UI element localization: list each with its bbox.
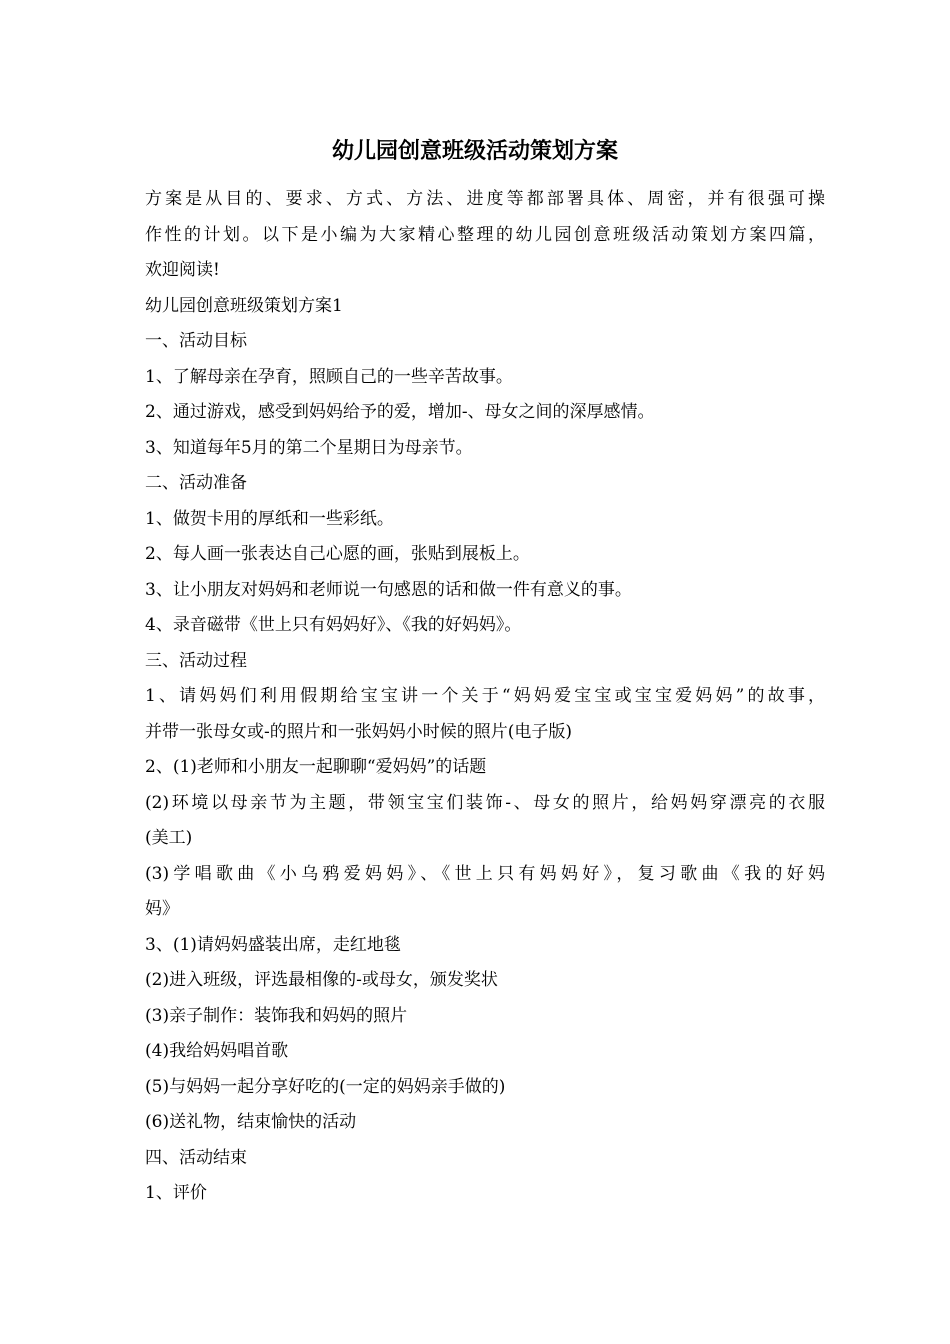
section-heading: 四、活动结束 [145,1147,247,1168]
paragraph-line: 欢迎阅读! [145,260,220,280]
document-title: 幼儿园创意班级活动策划方案 [331,138,618,164]
section-heading: 一、活动目标 [145,331,247,351]
list-item-continuation: 并带一张母女或-的照片和一张妈妈小时候的照片(电子版) [145,721,573,742]
list-item: 3、知道每年5月的第二个星期日为母亲节。 [145,437,473,458]
list-item-continuation: (美工) [145,828,193,848]
list-item: (6)送礼物，结束愉快的活动 [145,1112,357,1132]
list-item: 1、了解母亲在孕育，照顾自己的一些辛苦故事。 [145,366,513,387]
list-item: 2、(1)老师和小朋友一起聊聊“爱妈妈”的话题 [145,757,487,777]
section-heading: 三、活动过程 [145,650,247,671]
list-item: 3、(1)请妈妈盛装出席，走红地毯 [145,934,401,955]
list-item-continuation: 妈》 [145,899,179,919]
list-item: 2、通过游戏，感受到妈妈给予的爱，增加-、母女之间的深厚感情。 [145,402,655,422]
list-item: 1、评价 [145,1183,207,1203]
list-item: (5)与妈妈一起分享好吃的(一定的妈妈亲手做的) [145,1076,506,1097]
section-heading: 二、活动准备 [145,473,247,493]
list-item: (2)进入班级，评选最相像的-或母女，颁发奖状 [145,970,498,990]
list-item: 1、请妈妈们利用假期给宝宝讲一个关于“妈妈爱宝宝或宝宝爱妈妈”的故事， [145,686,825,706]
list-item: 1、做贺卡用的厚纸和一些彩纸。 [145,508,394,529]
list-item: (3)学唱歌曲《小乌鸦爱妈妈》、《世上只有妈妈好》，复习歌曲《我的好妈 [145,863,825,884]
list-item: (2)环境以母亲节为主题，带领宝宝们装饰-、母女的照片，给妈妈穿漂亮的衣服 [145,792,825,813]
paragraph-line: 方案是从目的、要求、方式、方法、进度等都部署具体、周密，并有很强可操 [145,189,825,209]
list-item: (3)亲子制作：装饰我和妈妈的照片 [145,1005,408,1026]
paragraph-line: 作性的计划。以下是小编为大家精心整理的幼儿园创意班级活动策划方案四篇， [145,224,825,245]
list-item: 2、每人画一张表达自己心愿的画，张贴到展板上。 [145,544,530,564]
list-item: 4、录音磁带《世上只有妈妈好》、《我的好妈妈》。 [145,615,522,635]
document-body [145,182,825,1212]
list-item: 3、让小朋友对妈妈和老师说一句感恩的话和做一件有意义的事。 [145,579,632,600]
list-item: (4)我给妈妈唱首歌 [145,1041,289,1061]
section-heading: 幼儿园创意班级策划方案1 [145,295,343,316]
